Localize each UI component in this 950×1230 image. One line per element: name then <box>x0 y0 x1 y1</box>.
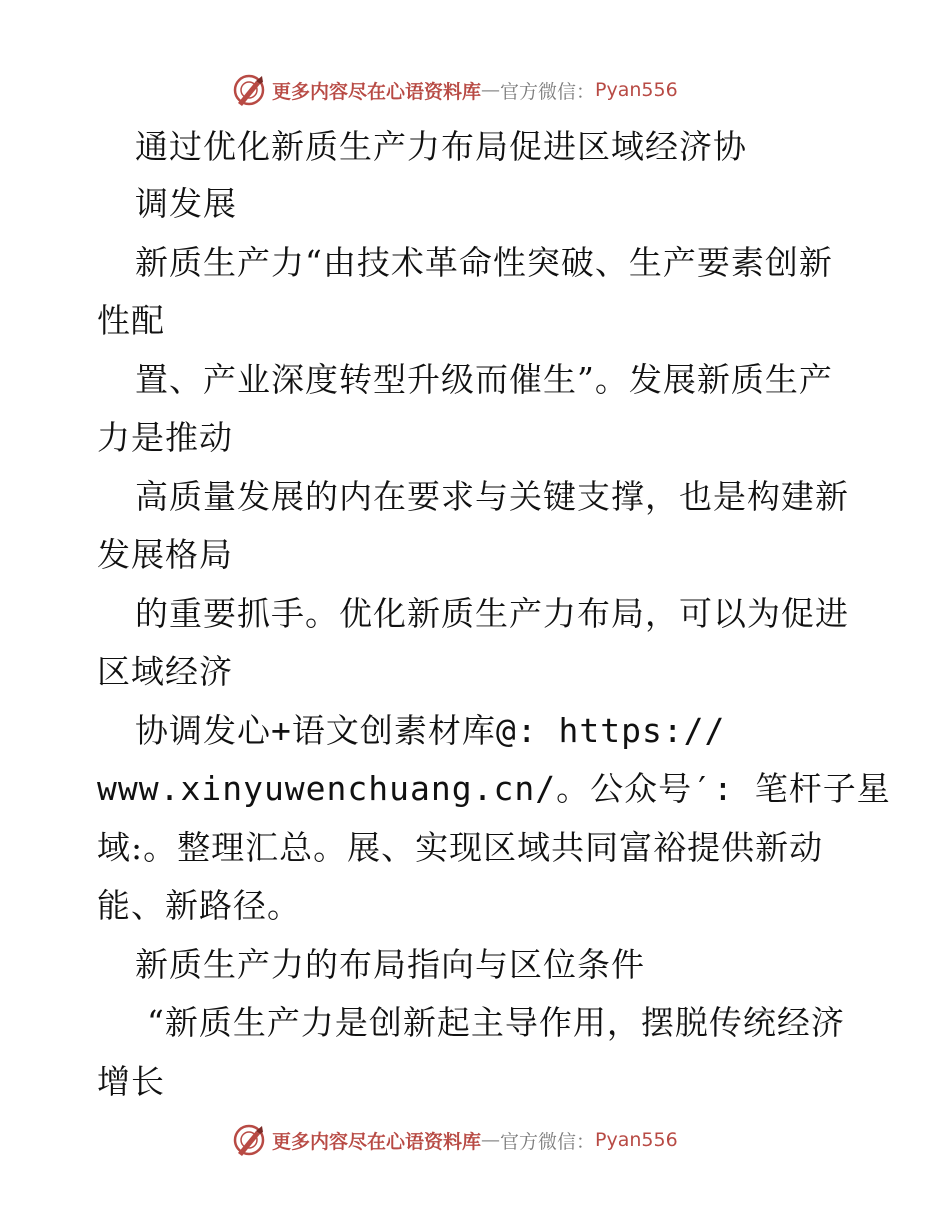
body-line: 的重要抓手。优化新质生产力布局，可以为促进 <box>135 594 849 633</box>
pen-logo-icon <box>232 1123 266 1157</box>
body-line: 性配 <box>97 301 165 340</box>
banner-dash: — <box>481 79 501 101</box>
body-line: 力是推动 <box>97 418 233 457</box>
body-line: 区域经济 <box>97 652 233 691</box>
banner-wechat-label: 官方微信： <box>500 1130 596 1153</box>
body-line: 能、新路径。 <box>97 886 301 925</box>
header-banner <box>232 70 678 110</box>
banner-title: 更多内容尽在心语资料库 <box>272 1130 482 1153</box>
body-line: 发展格局 <box>97 535 233 574</box>
banner-wechat-id: Pyan556 <box>595 1129 678 1151</box>
pen-logo-icon <box>232 73 266 107</box>
body-line: 协调发心+语文创素材库@: https:// <box>135 711 726 750</box>
body-line: 调发展 <box>135 184 237 223</box>
body-line: 新质生产力“由技术革命性突破、生产要素创新 <box>135 243 833 282</box>
body-line: 通过优化新质生产力布局促进区域经济协 <box>135 127 747 166</box>
footer-banner <box>232 1120 678 1160</box>
banner-wechat-id: Pyan556 <box>595 79 678 101</box>
banner-dash: — <box>481 1129 501 1151</box>
body-line: 增长 <box>97 1062 165 1101</box>
body-line: 高质量发展的内在要求与关键支撑，也是构建新 <box>135 477 849 516</box>
body-line: 置、产业深度转型升级而催生”。发展新质生产 <box>135 360 833 399</box>
body-line: “新质生产力是创新起主导作用，摆脱传统经济 <box>147 1003 845 1042</box>
body-line: 新质生产力的布局指向与区位条件 <box>135 945 645 984</box>
banner-wechat-label: 官方微信： <box>500 80 596 103</box>
body-line: 域:。整理汇总。展、实现区域共同富裕提供新动 <box>97 828 824 867</box>
banner-title: 更多内容尽在心语资料库 <box>272 80 482 103</box>
body-line: www.xinyuwenchuang.cn/。公众号′: 笔杆子星 <box>97 769 891 808</box>
